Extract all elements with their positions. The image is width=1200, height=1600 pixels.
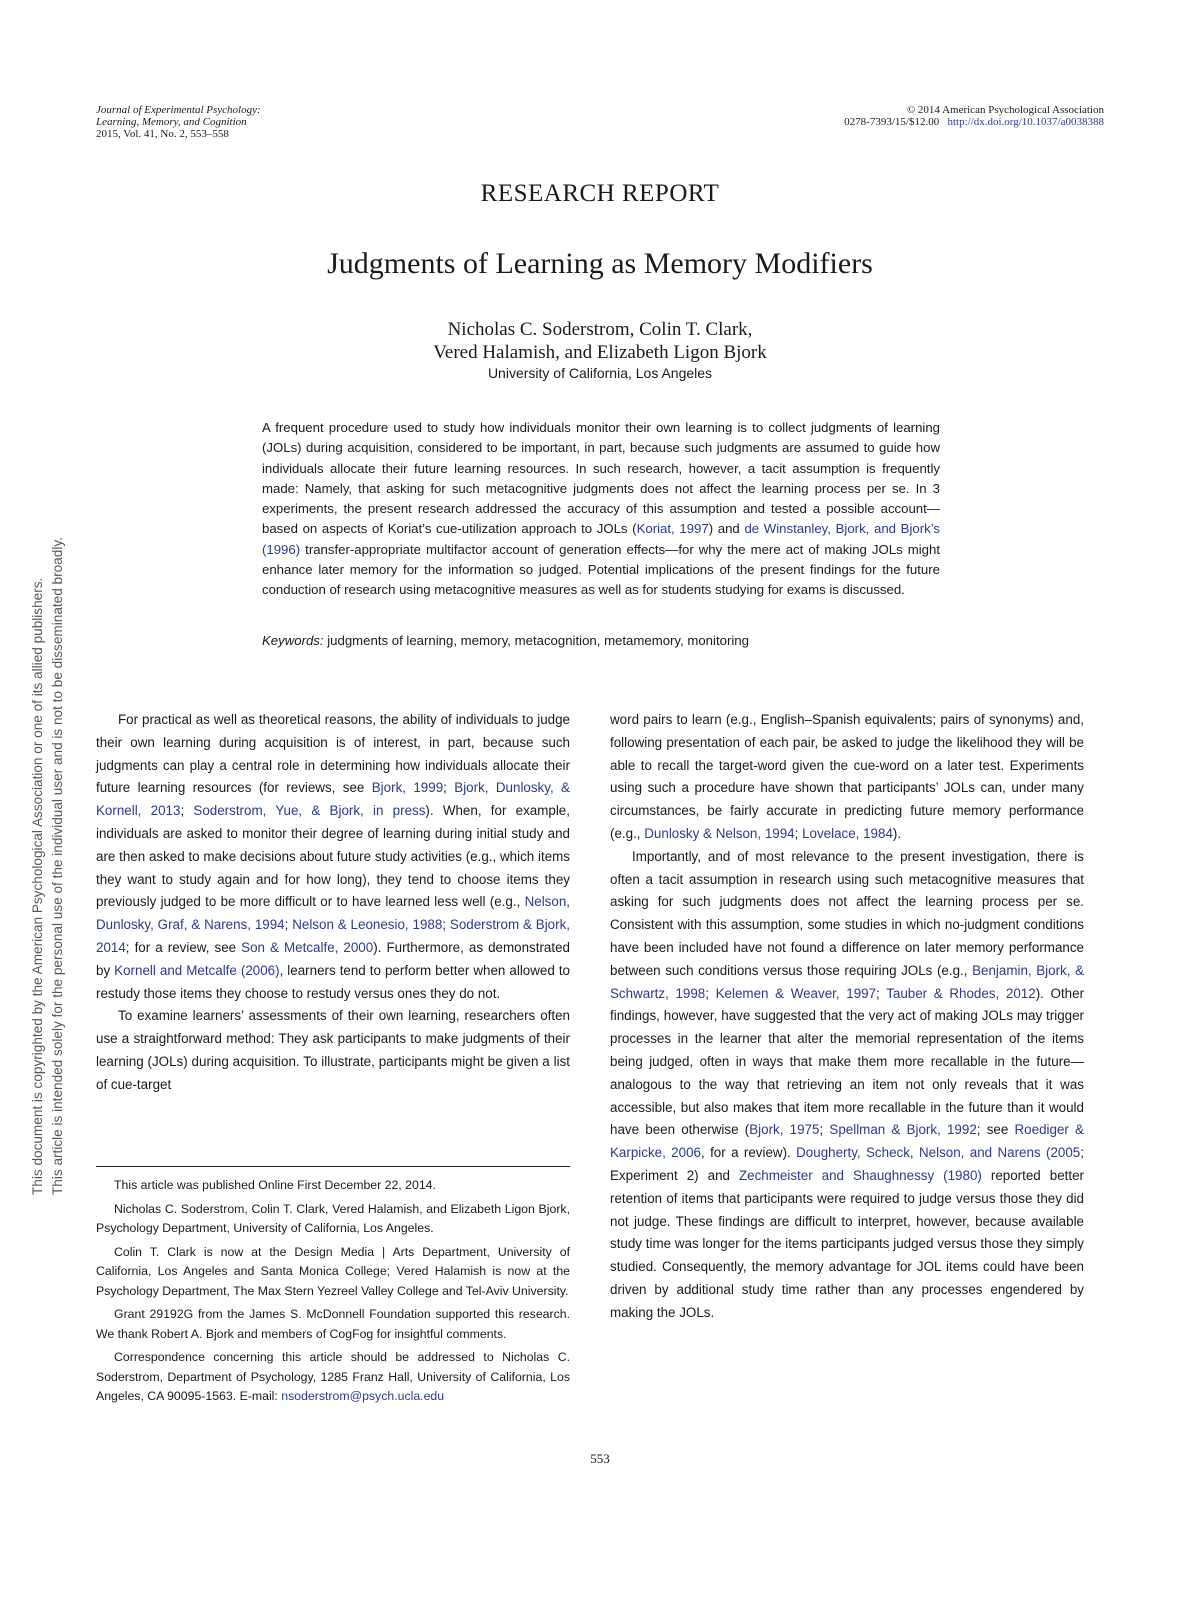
body-text: For practical as well as theoretical reasons, the ability of individuals to judge their own learning during acquisition is of interest, in part, because such judgments can play a central role in determining how individuals allocate their future learning resources (for reviews, see xyxy=(96,712,570,796)
body-text: ; xyxy=(705,985,716,1001)
citation-link[interactable]: Lovelace, 1984 xyxy=(802,825,893,841)
citation-link[interactable]: Tauber & Rhodes, 2012 xyxy=(886,985,1036,1001)
body-text: , learners tend to perform better when allowed to restudy those items they choose to restudy versus ones they do not. xyxy=(96,962,570,1001)
body-text: ; for a review, see xyxy=(125,939,242,955)
body-text: ; Experiment 2) and xyxy=(610,1145,1084,1183)
body-text: ; xyxy=(794,825,803,841)
citation-link[interactable]: Zechmeister and Shaughnessy (1980) xyxy=(738,1167,982,1183)
issn-doi-line xyxy=(844,116,1104,128)
body-text: ; xyxy=(443,780,455,796)
section-label: RESEARCH REPORT xyxy=(480,180,720,207)
email-link[interactable]: nsoderstrom@psych.ucla.edu xyxy=(281,1389,445,1403)
authors-line-1: Nicholas C. Soderstrom, Colin T. Clark, xyxy=(447,319,753,340)
journal-header xyxy=(96,104,261,140)
body-text: Importantly, and of most relevance to the present investigation, there is often a tacit assumption in research using such metacognitive measures that asking for such judgments does not affect the learning process per se. Consistent with this assumption, some studies in which no-judgment conditions have been included have not found a difference on later memory performance between such conditions versus those requiring JOLs (e.g., xyxy=(610,848,1084,978)
abstract-text: ) and xyxy=(708,521,745,537)
citation-link[interactable]: de Winstanley, Bjork, and Bjork’s (1996) xyxy=(262,521,940,557)
citation-link[interactable]: Soderstrom, Yue, & Bjork, in press xyxy=(193,803,426,819)
copyright-line: © 2014 American Psychological Association xyxy=(906,104,1104,116)
footnote xyxy=(96,1348,570,1407)
citation-link[interactable]: Bjork, 1975 xyxy=(749,1122,820,1138)
body-text: word pairs to learn (e.g., English–Spanish equivalents; pairs of synonyms) and, following presentation of each pair, be asked to judge the likelihood they will be able to recall the target-word given the cue-word on a later test. Experiments using such a procedure have shown that participants’ JOLs can, under many circumstances, be fairly accurate in predicting future memory performance (e.g., xyxy=(610,712,1084,841)
body-paragraph xyxy=(610,846,1084,1325)
publisher-header xyxy=(844,104,1104,128)
footnote-text: Correspondence concerning this article should be addressed to Nicholas C. Soderstrom, Department of Psychology, 1285 Franz Hall, University of California, Los Angeles, CA 90095-1563. E-mail: xyxy=(96,1350,570,1403)
body-text: ). Other findings, however, have suggested that the very act of making JOLs may trigger processes in the learner that alter the memorial representation of the items being judged, often in ways that make them more recallable in the future—analogous to the way that retrieving an item not only reveals that it was accessible, but also makes that item more recallable in the future than it would have been otherwise ( xyxy=(610,985,1085,1138)
journal-name-line-2: Learning, Memory, and Cognition xyxy=(96,116,247,128)
body-text: ; see xyxy=(976,1122,1015,1138)
journal-volume-line: 2015, Vol. 41, No. 2, 553–558 xyxy=(96,128,229,140)
page-number: 553 xyxy=(590,1451,610,1466)
body-text: ; xyxy=(180,803,194,819)
citation-link[interactable]: Kornell and Metcalfe (2006) xyxy=(114,962,280,978)
citation-link[interactable]: Kelemen & Weaver, 1997 xyxy=(715,985,877,1001)
side-notice-line-1: This document is copyrighted by the American Psychological Association or one of its allied publishers. xyxy=(30,577,45,1195)
body-text: ; xyxy=(819,1122,830,1138)
citation-link[interactable]: Koriat, 1997 xyxy=(636,521,709,537)
citation-link[interactable]: Soderstrom & Bjork, 2014 xyxy=(96,917,570,955)
citation-link[interactable]: Dougherty, Scheck, Nelson, and Narens (2005 xyxy=(796,1145,1081,1161)
citation-link[interactable]: Bjork, 1999 xyxy=(371,780,444,796)
footnote: Grant 29192G from the James S. McDonnell Foundation supported this research. We thank Robert A. Bjork and members of CogFog for insightful comments. xyxy=(96,1307,570,1341)
keywords-label: Keywords: xyxy=(262,633,324,648)
abstract xyxy=(262,418,940,601)
body-column-right xyxy=(610,709,1084,1325)
body-text: ). When, for example, individuals are asked to monitor their degree of learning during initial study and are then asked to make decisions about future study activities (e.g., which items they want to study again and for how long), they tend to choose items they previously judged to be more difficult or to have learned less well (e.g., xyxy=(96,803,570,910)
body-paragraph xyxy=(610,709,1084,846)
keywords-text: judgments of learning, memory, metacognition, metamemory, monitoring xyxy=(323,633,749,648)
article-title: Judgments of Learning as Memory Modifiers xyxy=(327,247,873,280)
footnote-divider xyxy=(96,1166,570,1167)
body-text: reported better retention of items that participants were required to judge versus those they did not judge. These findings are difficult to interpret, however, because available study time was longer for the items participants judged versus those they simply studied. Consequently, the memory advantage for JOL items could have been driven by additional study time rather than any processes engendered by making the JOLs. xyxy=(610,1167,1084,1320)
footnotes xyxy=(96,1176,570,1411)
citation-link[interactable]: Benjamin, Bjork, & Schwartz, 1998 xyxy=(610,962,1084,1001)
authors xyxy=(0,318,1200,364)
body-text: , for a review). xyxy=(700,1145,797,1161)
journal-name-line-1: Journal of Experimental Psychology: xyxy=(96,104,261,116)
citation-link[interactable]: Spellman & Bjork, 1992 xyxy=(829,1122,977,1138)
citation-link[interactable]: Son & Metcalfe, 2000 xyxy=(241,939,374,955)
footnote: Colin T. Clark is now at the Design Media | Arts Department, University of California, Los Angeles and Santa Monica College; Vered Halamish is now at the Psychology Department, The Max Stern Yezreel Valley College and Tel-Aviv University. xyxy=(96,1244,570,1298)
citation-link[interactable]: Bjork, Dunlosky, & Kornell, 2013 xyxy=(96,780,570,819)
body-text: ; xyxy=(442,917,450,933)
affiliation: University of California, Los Angeles xyxy=(487,365,713,381)
footnote: Nicholas C. Soderstrom, Colin T. Clark, Vered Halamish, and Elizabeth Ligon Bjork, Psychology Department, University of California, Los Angeles. xyxy=(96,1201,570,1235)
keywords xyxy=(262,633,940,648)
body-paragraph: To examine learners’ assessments of their own learning, researchers often use a straightforward method: They ask participants to make judgments of their learning (JOLs) during acquisition. To illustrate, participants might be given a list of cue-target xyxy=(96,1008,570,1092)
body-text: ; xyxy=(876,985,887,1001)
citation-link[interactable]: Roediger & Karpicke, 2006 xyxy=(610,1122,1084,1161)
issn: 0278-7393/15/$12.00 xyxy=(844,116,940,128)
side-notice-line-2: This article is intended solely for the personal use of the individual user and is not to be disseminated broadly. xyxy=(50,537,65,1195)
doi-link[interactable]: http://dx.doi.org/10.1037/a0038388 xyxy=(947,116,1104,128)
citation-link[interactable]: Nelson & Leonesio, 1988 xyxy=(292,917,443,933)
body-text: ). Furthermore, as demonstrated by xyxy=(96,939,570,978)
citation-link[interactable]: Dunlosky & Nelson, 1994 xyxy=(644,825,795,841)
citation-link[interactable]: Nelson, Dunlosky, Graf, & Narens, 1994 xyxy=(96,894,570,933)
body-text: ; xyxy=(284,917,293,933)
abstract-text: transfer-appropriate multifactor account of generation effects—for why the mere act of making JOLs might enhance later memory for the information so judged. Potential implications of the present findings for the future conduction of research using metacognitive measures as well as for students studying for exams is discussed. xyxy=(262,541,940,598)
body-text: ). xyxy=(892,825,902,841)
footnote: This article was published Online First December 22, 2014. xyxy=(114,1178,436,1192)
body-paragraph xyxy=(96,709,570,1005)
authors-line-2: Vered Halamish, and Elizabeth Ligon Bjork xyxy=(433,342,767,363)
body-column-left xyxy=(96,709,570,1097)
abstract-text: A frequent procedure used to study how individuals monitor their own learning is to collect judgments of learning (JOLs) during acquisition, considered to be important, in part, because such judgments are assumed to guide how individuals allocate their future learning resources. In such research, however, a tacit assumption is frequently made: Namely, that asking for such metacognitive judgments does not affect the learning process per se. In 3 experiments, the present research addressed the accuracy of this assumption and tested a possible account—based on aspects of Koriat’s cue-utilization approach to JOLs ( xyxy=(262,420,940,537)
